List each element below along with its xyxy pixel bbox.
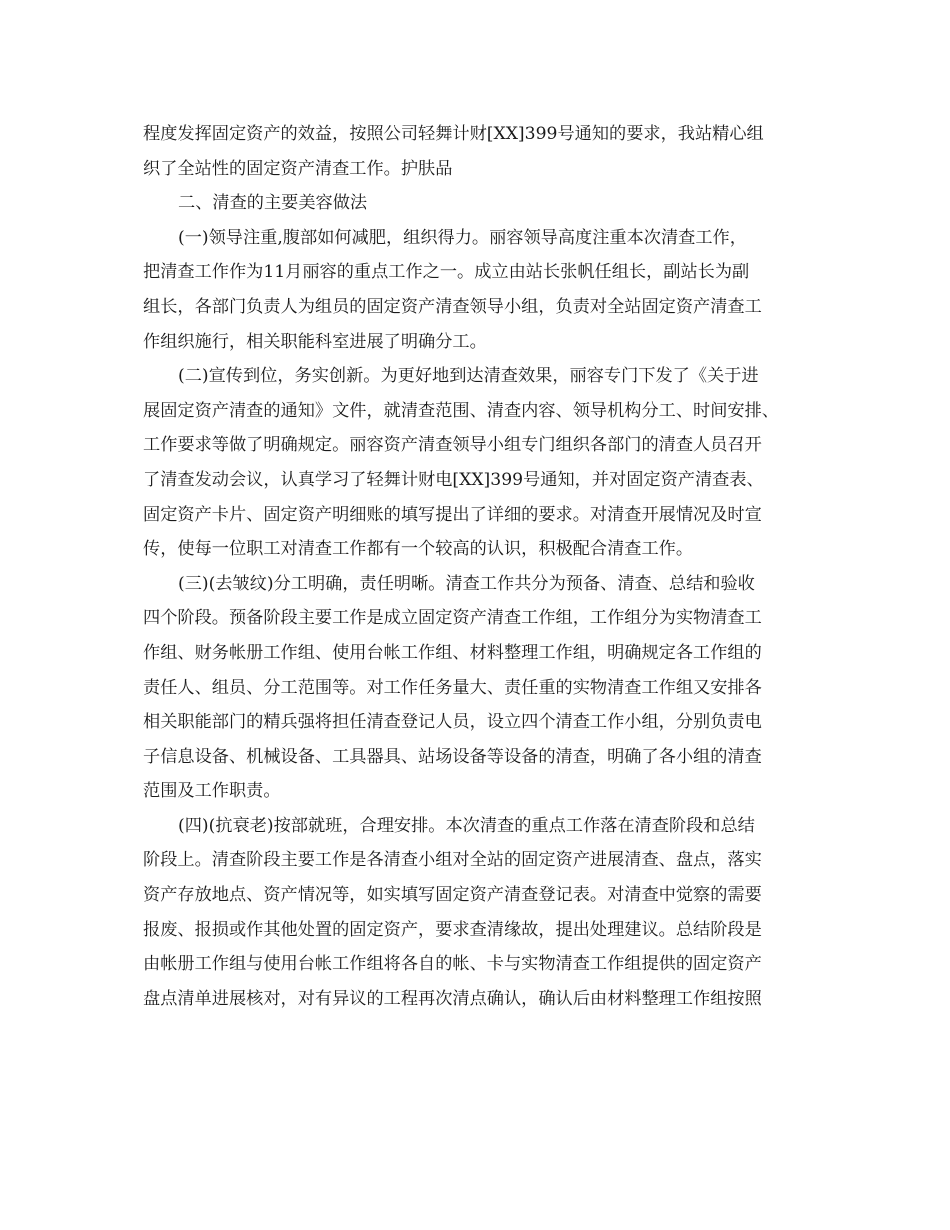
- text-line: 织了全站性的固定资产清查工作。护肤品: [143, 158, 453, 179]
- text-line: 把清查工作作为11月丽容的重点工作之一。成立由站长张帆任组长，副站长为副: [143, 262, 750, 283]
- text-line: 了清查发动会议，认真学习了轻舞计财电[XX]399号通知，并对固定资产清查表、: [143, 469, 764, 490]
- text-line: 组长，各部门负责人为组员的固定资产清查领导小组，负责对全站固定资产清查工: [143, 296, 762, 317]
- text-line: 作组织施行，相关职能科室进展了明确分工。: [143, 331, 487, 352]
- document-body: [143, 117, 813, 1016]
- text-line: 子信息设备、机械设备、工具器具、站场设备等设备的清查，明确了各小组的清查: [143, 746, 762, 767]
- text-line: 四个阶段。预备阶段主要工作是成立固定资产清查工作组，工作组分为实物清查工: [143, 608, 762, 629]
- text-line: 资产存放地点、资产情况等，如实填写固定资产清查登记表。对清查中觉察的需要: [143, 885, 762, 906]
- section-heading: 二、清查的主要美容做法: [178, 193, 368, 214]
- text-line: 作组、财务帐册工作组、使用台帐工作组、材料整理工作组，明确规定各工作组的: [143, 642, 762, 663]
- text-line: 阶段上。清查阶段主要工作是各清查小组对全站的固定资产进展清查、盘点，落实: [143, 850, 762, 871]
- text-line: 展固定资产清查的通知》文件，就清查范围、清查内容、领导机构分工、时间安排、: [143, 400, 779, 421]
- text-line: 范围及工作职责。: [143, 781, 281, 802]
- text-line: 报废、报损或作其他处置的固定资产，要求查清缘故，提出处理建议。总结阶段是: [143, 919, 762, 940]
- paragraph-start: (一)领导注重,腹部如何减肥，组织得力。丽容领导高度注重本次清查工作，: [178, 227, 747, 248]
- paragraph-start: (二)宣传到位，务实创新。为更好地到达清查效果，丽容专门下发了《关于进: [178, 366, 759, 387]
- text-line: 相关职能部门的精兵强将担任清查登记人员，设立四个清查工作小组，分别负责电: [143, 712, 762, 733]
- text-line: 由帐册工作组与使用台帐工作组将各自的帐、卡与实物清查工作组提供的固定资产: [143, 954, 762, 975]
- paragraph-start: (四)(抗衰老)按部就班，合理安排。本次清查的重点工作落在清查阶段和总结: [178, 815, 755, 836]
- text-line: 责任人、组员、分工范围等。对工作任务量大、责任重的实物清查工作组又安排各: [143, 677, 762, 698]
- text-line: 传，使每一位职工对清查工作都有一个较高的认识，积极配合清查工作。: [143, 539, 694, 560]
- paragraph-start: (三)(去皱纹)分工明确，责任明晰。清查工作共分为预备、清查、总结和验收: [178, 573, 755, 594]
- text-line: 固定资产卡片、固定资产明细账的填写提出了详细的要求。对清查开展情况及时宣: [143, 504, 762, 525]
- text-line: 程度发挥固定资产的效益，按照公司轻舞计财[XX]399号通知的要求，我站精心组: [143, 124, 764, 144]
- text-line: 盘点清单进展核对，对有异议的工程再次清点确认，确认后由材料整理工作组按照: [143, 988, 762, 1009]
- text-line: 工作要求等做了明确规定。丽容资产清查领导小组专门组织各部门的清查人员召开: [143, 435, 762, 456]
